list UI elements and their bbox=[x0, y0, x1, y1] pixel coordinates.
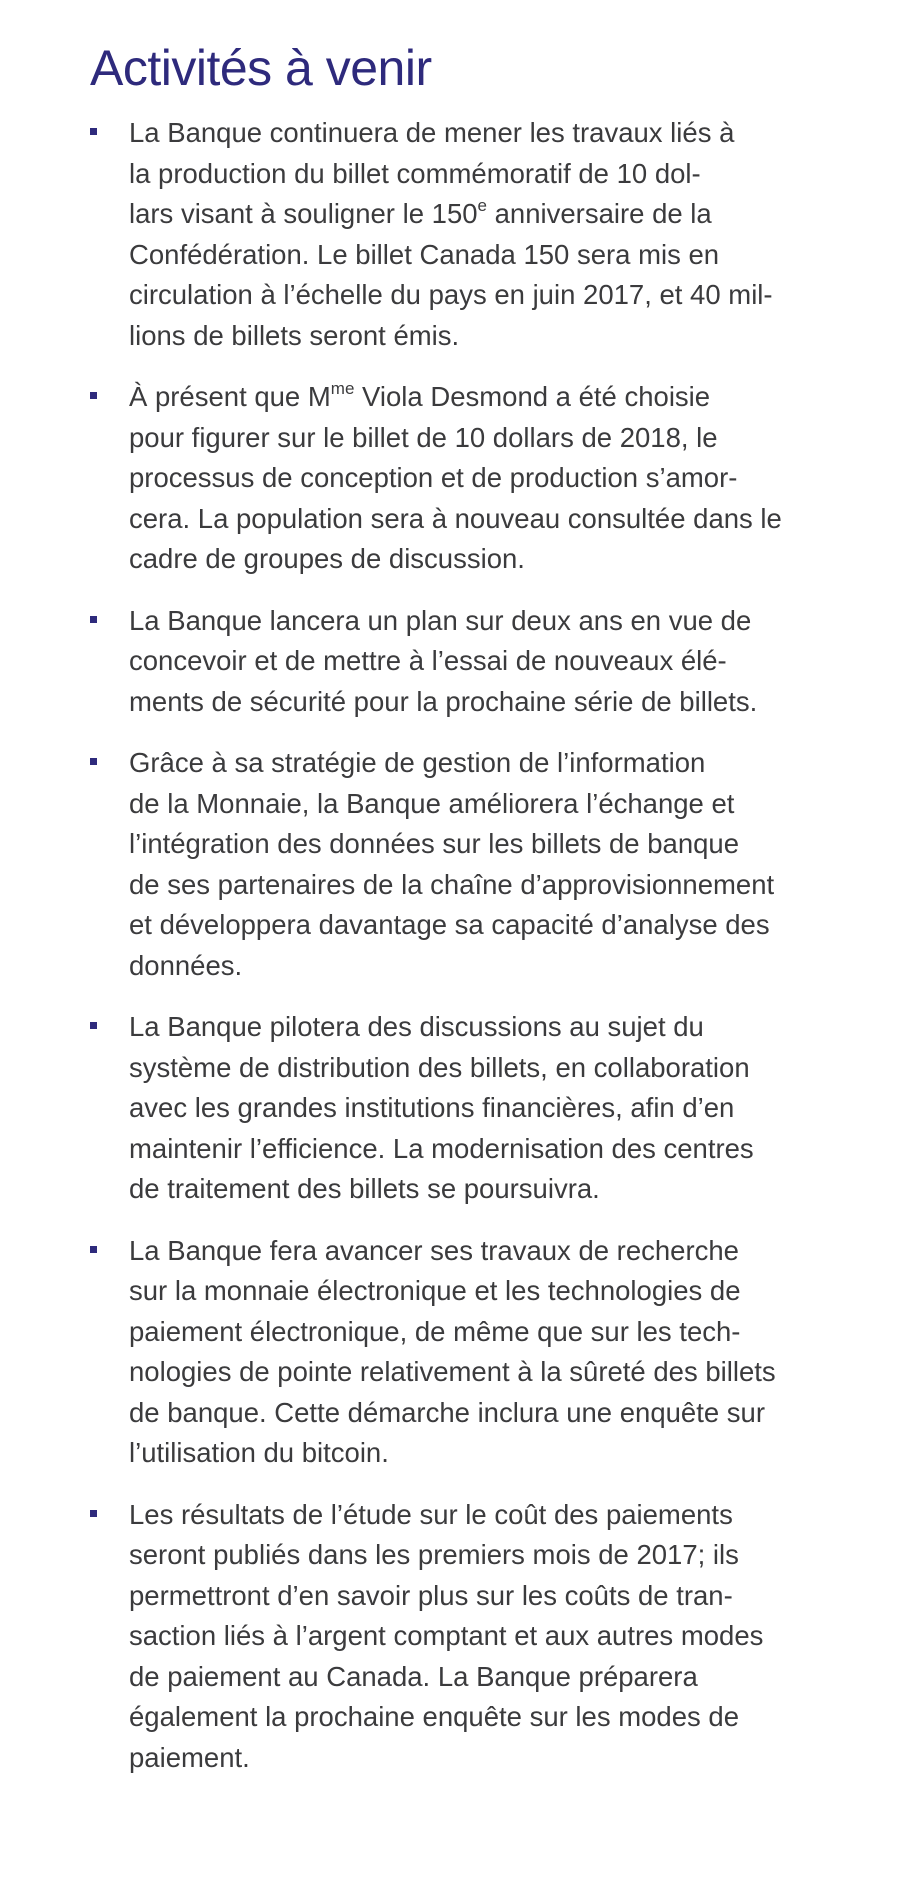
square-bullet-icon bbox=[90, 128, 97, 135]
bullet-item bbox=[0, 1495, 889, 1779]
section-heading: Activités à venir bbox=[90, 40, 432, 96]
square-bullet-icon bbox=[90, 758, 97, 765]
square-bullet-icon bbox=[90, 1510, 97, 1517]
square-bullet-icon bbox=[90, 1246, 97, 1253]
bullet-item bbox=[0, 377, 889, 580]
bullet-item bbox=[0, 1007, 889, 1210]
superscript: e bbox=[477, 196, 487, 215]
bullet-text: Les résultats de l’étude sur le coût des paiements seront publiés dans les premiers mois de 2017; ils permettront d’en savoir plus sur les coûts de tran- saction liés à l’argent comptant et aux autres modes de paiement au Canada. La Banque préparera également la prochaine enquête sur les modes de paiement. bbox=[129, 1498, 764, 1773]
bullet-item bbox=[0, 743, 889, 986]
superscript: me bbox=[330, 379, 355, 398]
bullet-text: La Banque fera avancer ses travaux de recherche sur la monnaie électronique et les technologies de paiement électronique, de même que sur les tech- nologies de pointe relativement à la sûreté des billets de banque. Cette démarche inclura une enquête sur l’utilisation du bitcoin. bbox=[129, 1234, 776, 1468]
bullet-text: La Banque continuera de mener les travaux liés à la production du billet commémoratif de 10 dol- lars visant à souligner le 150e anniversaire de la Confédération. Le billet Canada 150 sera mis en circulation à l’échelle du pays en juin 2017, et 40 mil- lions de billets seront émis. bbox=[129, 117, 773, 351]
bullet-item bbox=[0, 601, 889, 723]
bullet-text: La Banque lancera un plan sur deux ans en vue de concevoir et de mettre à l’essai de nouveaux élé- ments de sécurité pour la prochaine série de billets. bbox=[129, 604, 758, 717]
bullet-list bbox=[0, 113, 914, 1799]
bullet-item bbox=[0, 1231, 889, 1474]
bullet-text: Grâce à sa stratégie de gestion de l’information de la Monnaie, la Banque améliorera l’échange et l’intégration des données sur les billets de banque de ses partenaires de la chaîne d’approvisionnement et développera davantage sa capacité d’analyse des données. bbox=[129, 747, 775, 981]
square-bullet-icon bbox=[90, 616, 97, 623]
bullet-text: À présent que $M^{me}$ Viola Desmond a été choisie pour figurer sur le billet de 10 dollars de 2018, le processus de conception et de production s’amor- cera. La population sera à nouveau consultée dans le cadre de groupes de discussion. bbox=[129, 379, 782, 574]
bullet-item bbox=[0, 113, 889, 356]
square-bullet-icon bbox=[90, 392, 97, 399]
bullet-text: La Banque pilotera des discussions au sujet du système de distribution des billets, en collaboration avec les grandes institutions financières, afin d’en maintenir l’efficience. La modernisation des centres de traitement des billets se poursuivra. bbox=[129, 1011, 754, 1204]
square-bullet-icon bbox=[90, 1022, 97, 1029]
